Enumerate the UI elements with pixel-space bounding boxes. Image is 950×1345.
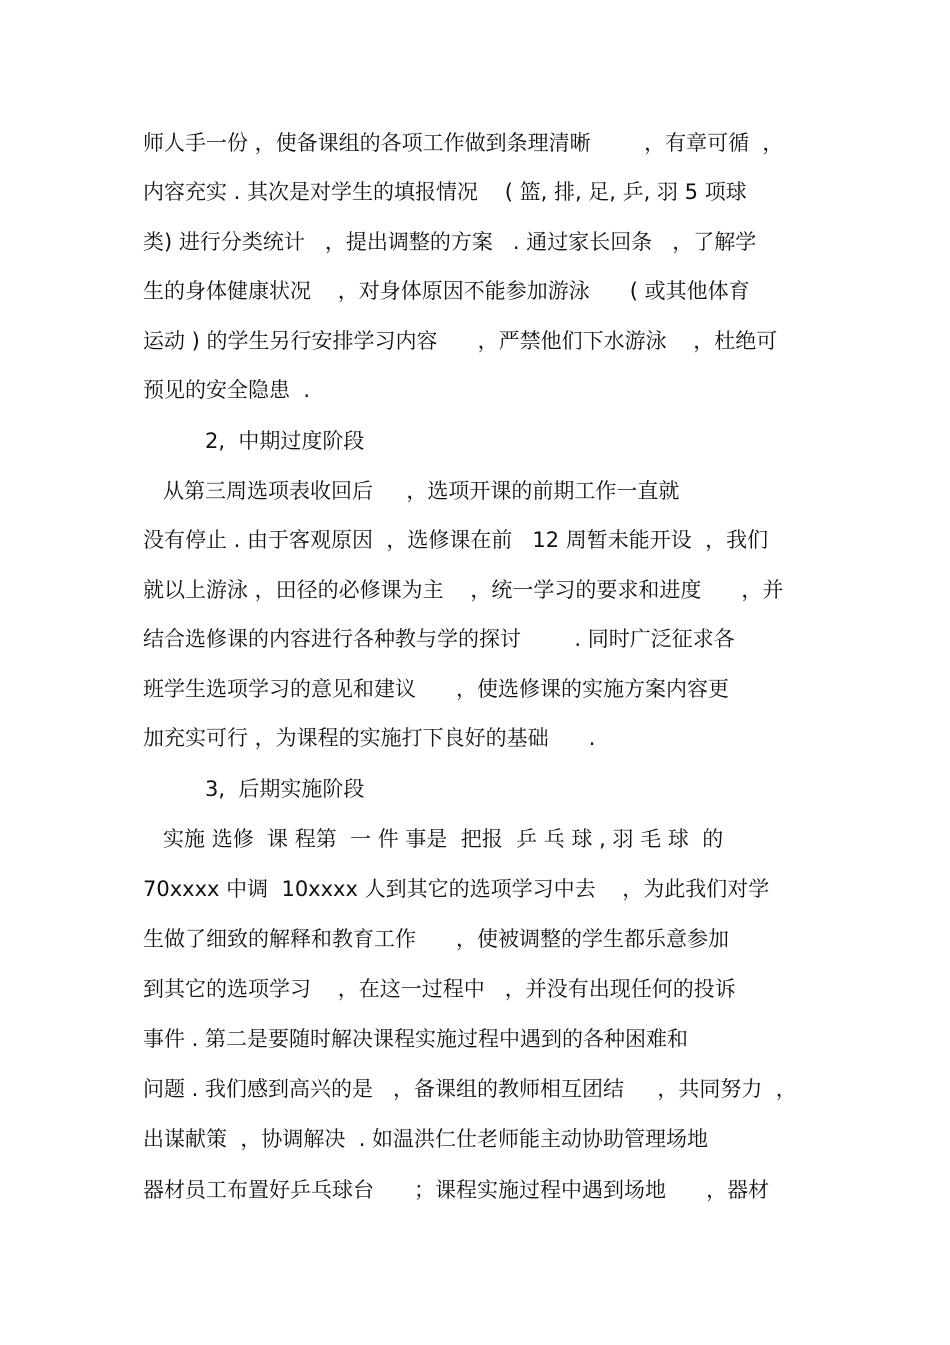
paragraph-line: 70xxxx 中调 10xxxx 人到其它的选项学习中去 ，为此我们对学 — [143, 877, 770, 901]
paragraph-line: 内容充实 . 其次是对学生的填报情况 ( 篮, 排, 足, 乒, 羽 5 项球 — [143, 180, 747, 204]
paragraph-line: 预见的安全隐患 . — [143, 378, 311, 402]
paragraph-line: 加充实可行 ，为课程的实施打下良好的基础 . — [143, 726, 596, 750]
paragraph-line: 运动 ) 的学生另行安排学习内容 ，严禁他们下水游泳 ，杜绝可 — [143, 329, 778, 353]
paragraph-line: 问题 . 我们感到高兴的是 ，备课组的教师相互团结 ，共同努力 ， — [143, 1077, 797, 1101]
paragraph-line: 班学生选项学习的意见和建议 ，使选修课的实施方案内容更 — [143, 677, 730, 701]
paragraph-line: 师人手一份 ，使备课组的各项工作做到条理清晰 ，有章可循 ， — [143, 131, 784, 155]
paragraph-line: 结合选修课的内容进行各种教与学的探讨 . 同时广泛征求各 — [143, 627, 735, 651]
paragraph-line: 生做了细致的解释和教育工作 ，使被调整的学生都乐意参加 — [143, 927, 730, 951]
paragraph-line: 生的身体健康状况 ，对身体原因不能参加游泳 ( 或其他体育 — [143, 279, 750, 303]
paragraph-line: 出谋献策 ，协调解决 . 如温洪仁仕老师能主动协助管理场地 — [143, 1127, 709, 1151]
section-heading-2: 2, 中期过度阶段 — [205, 429, 365, 453]
paragraph-line: 事件 . 第二是要随时解决课程实施过程中遇到的各种困难和 — [143, 1027, 689, 1051]
paragraph-line: 就以上游泳 ，田径的必修课为主 ，统一学习的要求和进度 ，并 — [143, 578, 784, 602]
paragraph-line: 从第三周选项表收回后 ，选项开课的前期工作一直就 — [143, 479, 680, 503]
section-heading-3: 3, 后期实施阶段 — [205, 777, 365, 801]
paragraph-line: 类) 进行分类统计 ，提出调整的方案 . 通过家长回条 ，了解学 — [143, 230, 757, 254]
paragraph-line: 实施 选修 课 程第 一 件 事是 把报 乒 乓 球 , 羽 毛 球 的 — [143, 827, 724, 851]
paragraph-line: 到其它的选项学习 ，在这一过程中 ，并没有出现任何的投诉 — [143, 977, 736, 1001]
paragraph-line: 器材员工布置好乒乓球台 ；课程实施过程中遇到场地 ，器材 — [143, 1178, 770, 1202]
paragraph-line: 没有停止 . 由于客观原因 ，选修课在前 12 周暂未能开设 ，我们 — [143, 528, 769, 552]
